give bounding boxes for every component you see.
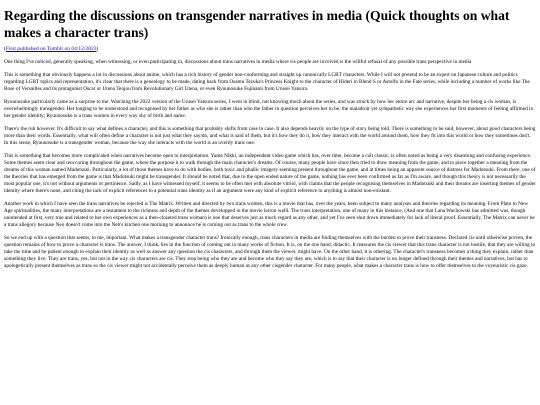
source-open-paren: ( [4, 46, 6, 52]
article-title: Regarding the discussions on transgender narratives in media (Quick thoughts on what makes a character trans) [4, 8, 510, 40]
source-line [4, 46, 536, 53]
article-paragraph: Another work in which I have seen the trans narratives be rejected is The Matrix. Written and directed by two trans women, this is a movie that has, over the years, been subject to many analyses and theories regarding its meaning. From Plato to New Age spiritualities, the many interpretations are a testament to the richness and depth of the themes developped in the movie lerron welll. The trans interpretation, one of many in this instance, (And one that Lana Wachowski has admitted was, though unintended at first, very true and related to her own experiences as a then-closeted trans woman) is one that deserves just as much regard as any other, and yet I've seen shut down immediately for lack of literal proof. Essentially, The Matrix can never be a trans allegory because Neo doesn't come into the Neb's kitchen one morning to announce he is coming out as trans to the whole crew. [4, 201, 535, 228]
article-paragraph: This is something that obviously happens a lot in discussions about anime, which has a rich history of gender non-conforming and straight up canonically LGBT characters. While I will not pretend to be an expert on Japanese culture and politics regarding LGBT topics and representation, it's clear that there is a genealogy to be made, dating back from Osamu Tezuka's Princess Knight to the character of Hideri in Blend S or Astolfo in the Fate series, while including a number of works like The Rose of Versailles and its protagonist Oscar or Utena Tenjou from Revolutionary Girl Utena, or even Ryuunosuke Fujinami from Urusei Yatsura. [4, 72, 530, 92]
source-link[interactable]: First published on Tumblr on 04/12/2023 [5, 46, 97, 52]
source-close-paren: ) [96, 46, 99, 52]
article-paragraph: So we end up with a question that seems, to me, important. What makes a transgender character trans? Ironically enough, trans characters in media are finding themselves with the burden to prove their transness. Declared cis until otherwise proven, the question remains of how to prove a character is trans. The answer, I think, lies in the function of coming out in many works of fiction. It is, on the one hand, didactic. It reassures the cis viewer that this trans character is not hostile, that they are willing to take the time and be patient enough to explain their identity as well as answer any question the cis characters, and through them the viewer, might have. On the other hand, it is othering. The character's transness becomes a thing they explain, rather than something they live. They are trans, yes, but not in the way cis characters are cis. They stop being who they are and become who they say they are, which is to say that their character is no longer defined through their themes and narratives, but has to apologetically present themselves as trans so the cis viewer might not accidentally perceive them as deeply human as any other cisgender character. For many people, what makes a character trans is how to offer themselves to the voyeuristic cis gaze. [4, 235, 536, 269]
article-paragraph: Ryuunosuke particularly came as a surprise to me. Watching the 2022 version of the Urusei Yatsura series, I went in blind, not knowing much about the series, and was struck by how her entire arc and narrative, despite her being a cis woman, is overwhelmingly transgender. Her longing to be understood and recognised by her father as who she is rather than who the father in question perceives her to be, the maladroit yet sympathetic way she experiences her first moments of feeling affirmed in her gender identity; Ryuunosuke is a trans women in every way shy of birth and name. [4, 99, 534, 119]
article-paragraph: This is something that becomes more complicated when narratives become open to interpretation. Yume Nikki, an independent video game which has, over time, become a cult classic, is often noted as being a very disarming and confusing experience. Some themes seem clear and reoccuring throughout the game, where the purpose it to walk through the main character's dreams. Of course, many people have since then tried to draw meaning from the game, and to piece together a meaning from the dreams of this woman named Madotsuki. Particularly, a lot of those themes have to do with bodies, both toxic and phallic imagery seeming present throughout the game, and at times being an apparent source of distress for Madotsuki. From there, one of the theories that has emerged from the game is that Madotsuki might be transgender. It should be noted that, due to the open ended nature of the game, nothing has ever been confirmed as far as I'm aware, and though this theory is not necessarily the most popular one, it's not without arguments or pertinence. Sadly, as I have witnessed myself, it seems to be often met with absolute vitriol, with claims that the people recognising themselves in Madotsuki and their dreams are inserting themes of gender identity where there's none, and citing the lack of explicit references to a potential trans identity as if an argument were any kind of explicit reference to anything is almost non-existant. [4, 153, 536, 194]
article-paragraph: There's the rub however. It's difficult to say what defines a character, and this is something that probably shifts from case to case. It also depends heavily on the type of story being told. There is something to be said, however, about good characters being more than their words. Essentially, what will often define a character is not just what they say/do, and what is said of them, but it's how they do it, how they interact with the world around them, how they fit into this world or how they sometimes don't. In this sense, Ryuunosuke is a transgender woman, because the way she interacts with the world is an overtly trans one. [4, 126, 536, 146]
article-paragraph: One thing I've noticed, generally speaking, when witnessing, or even participating in, discussions about trans narratives in media where cis people are involved is the willful refusal of any possible trans perspective in media [4, 59, 472, 65]
